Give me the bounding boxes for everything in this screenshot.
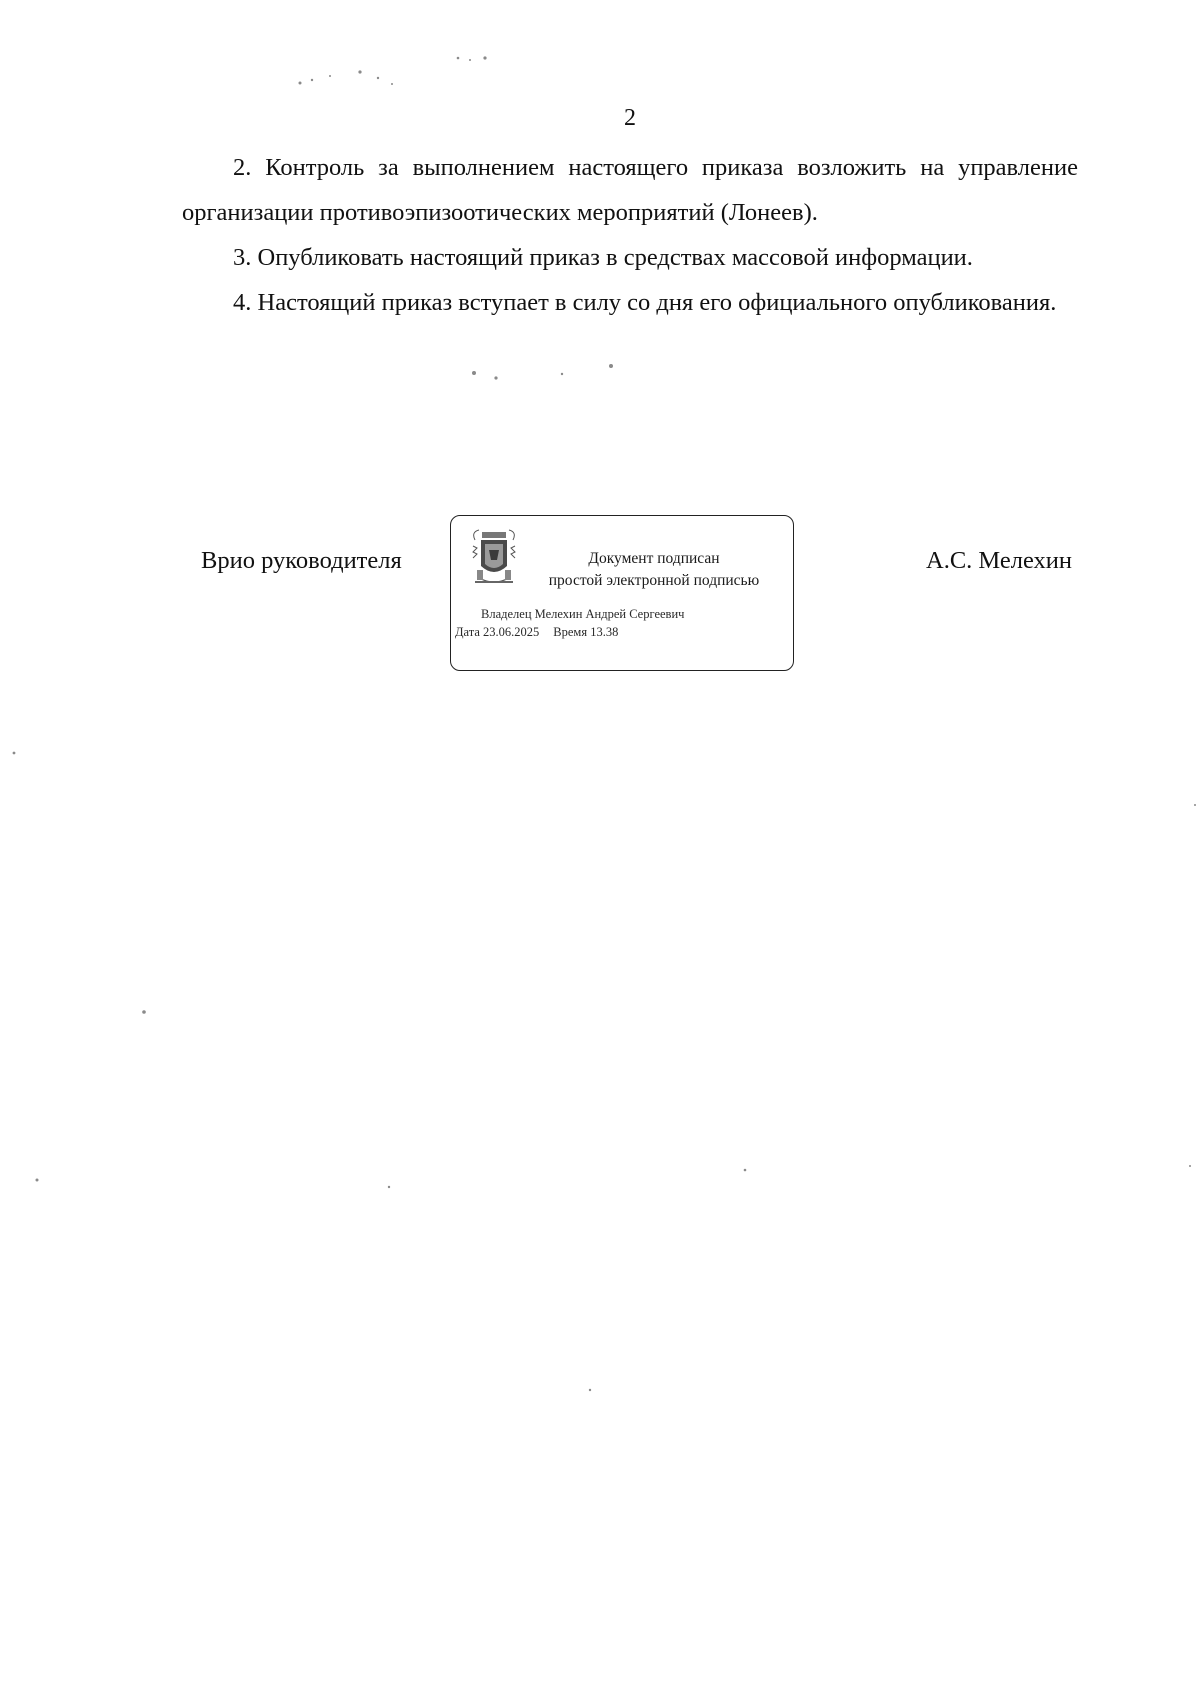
stamp-heading-line2: простой электронной подписью (548, 572, 760, 589)
document-body (182, 145, 1078, 325)
paragraph-publish: 3. Опубликовать настоящий приказ в средствах массовой информации. (233, 244, 973, 271)
paragraph-effect: 4. Настоящий приказ вступает в силу со дня его официального опубликования. (233, 289, 1057, 316)
stamp-date-time (455, 624, 618, 640)
paragraph-control: 2. Контроль за выполнением настоящего приказа возложить на управление организации противоэпизоотических мероприятий (Лонеев). (182, 154, 1078, 226)
page-number: 2 (624, 105, 636, 131)
electronic-signature-stamp (450, 515, 794, 671)
stamp-time: Время 13.38 (553, 625, 619, 639)
signatory-name: А.С. Мелехин (926, 547, 1072, 574)
stamp-heading-line1: Документ подписан (588, 550, 720, 567)
stamp-owner: Владелец Мелехин Андрей Сергеевич (481, 607, 685, 621)
stamp-date: Дата 23.06.2025 (455, 625, 540, 639)
signatory-position: Врио руководителя (201, 547, 402, 574)
coat-of-arms-icon (469, 526, 519, 588)
stamp-heading (531, 548, 777, 592)
